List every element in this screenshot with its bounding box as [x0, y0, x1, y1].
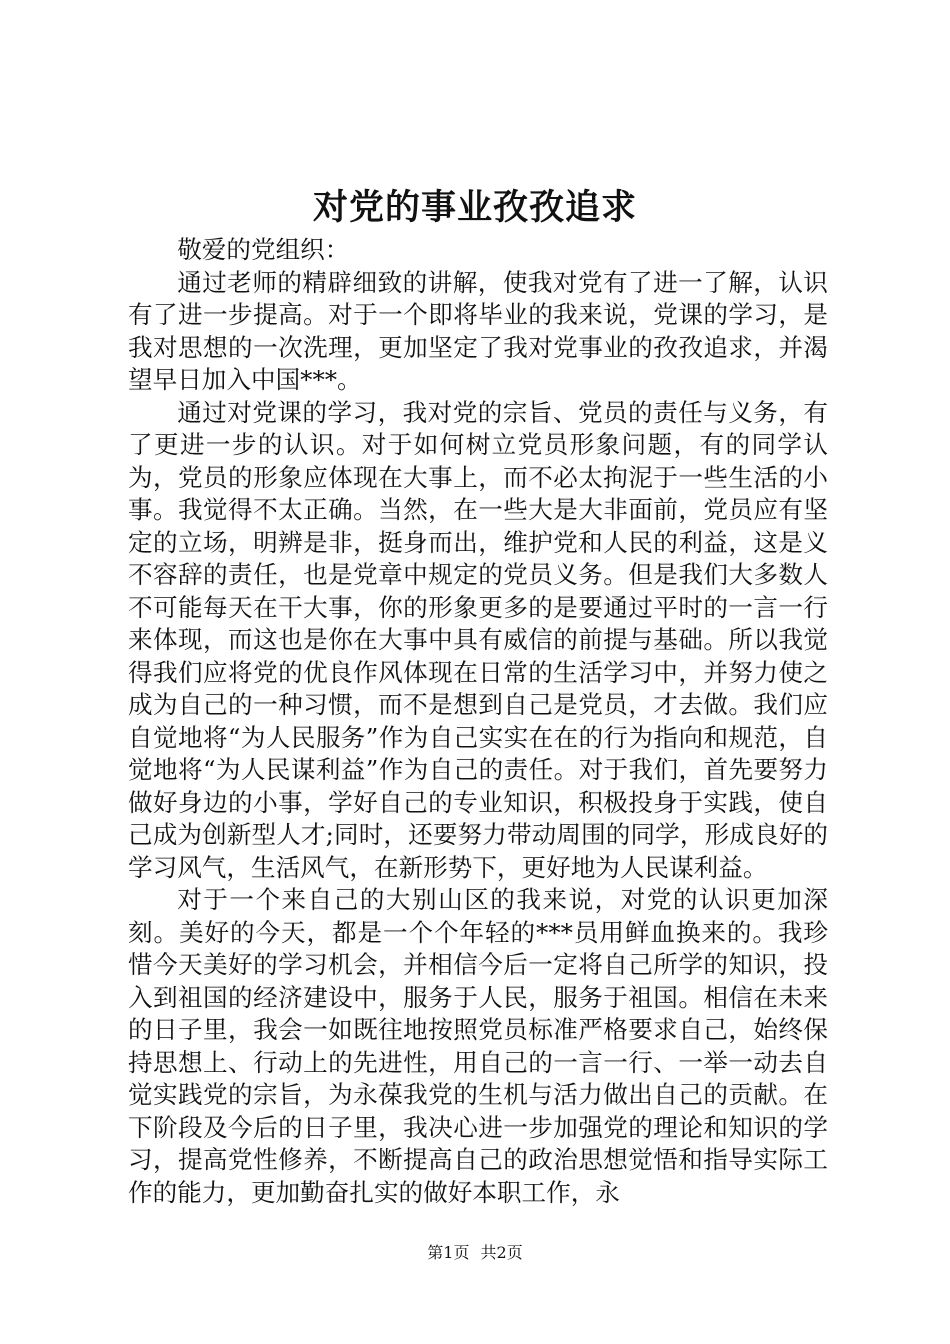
- document-title: 对党的事业孜孜追求: [312, 187, 637, 228]
- body-paragraph-1: 通过老师的精辟细致的讲解，使我对党有了进一了解，认识有了进一步提高。对于一个即将毕业的我来说，党课的学习，是我对思想的一次洗理，更加坚定了我对党事业的孜孜追求，并渴望早日加入中国***。: [128, 267, 828, 394]
- document-body: [128, 234, 828, 1209]
- body-paragraph-2: 通过对党课的学习，我对党的宗旨、党员的责任与义务，有了更进一步的认识。对于如何树立党员形象问题，有的同学认为，党员的形象应体现在大事上，而不必太拘泥于一些生活的小事。我觉得不太正确。当然，在一些大是大非面前，党员应有坚定的立场，明辨是非，挺身而出，维护党和人民的利益，这是义不容辞的责任，也是党章中规定的党员义务。但是我们大多数人不可能每天在干大事，你的形象更多的是要通过平时的一言一行来体现，而这也是你在大事中具有威信的前提与基础。所以我觉得我们应将党的优良作风体现在日常的生活学习中，并努力使之成为自己的一种习惯，而不是想到自己是党员，才去做。我们应自觉地将“为人民服务”作为自己实实在在的行为指向和规范，自觉地将“为人民谋利益”作为自己的责任。对于我们，首先要努力做好身边的小事，学好自己的专业知识，积极投身于实践，使自己成为创新型人才;同时，还要努力带动周围的同学，形成良好的学习风气，生活风气，在新形势下，更好地为人民谋利益。: [128, 397, 828, 882]
- body-paragraph-3: 对于一个来自己的大别山区的我来说，对党的认识更加深刻。美好的今天，都是一个个年轻的***员用鲜血换来的。我珍惜今天美好的学习机会，并相信今后一定将自己所学的知识，投入到祖国的经济建设中，服务于人民，服务于祖国。相信在未来的日子里，我会一如既往地按照党员标准严格要求自己，始终保持思想上、行动上的先进性，用自己的一言一行、一举一动去自觉实践党的宗旨，为永葆我党的生机与活力做出自己的贡献。在下阶段及今后的日子里，我决心进一步加强党的理论和知识的学习，提高党性修养，不断提高自己的政治思想觉悟和指导实际工作的能力，更加勤奋扎实的做好本职工作，永: [128, 885, 828, 1207]
- salutation: 敬爱的党组织：: [177, 235, 350, 264]
- page-number-footer: 第1页 共2页: [427, 1243, 523, 1262]
